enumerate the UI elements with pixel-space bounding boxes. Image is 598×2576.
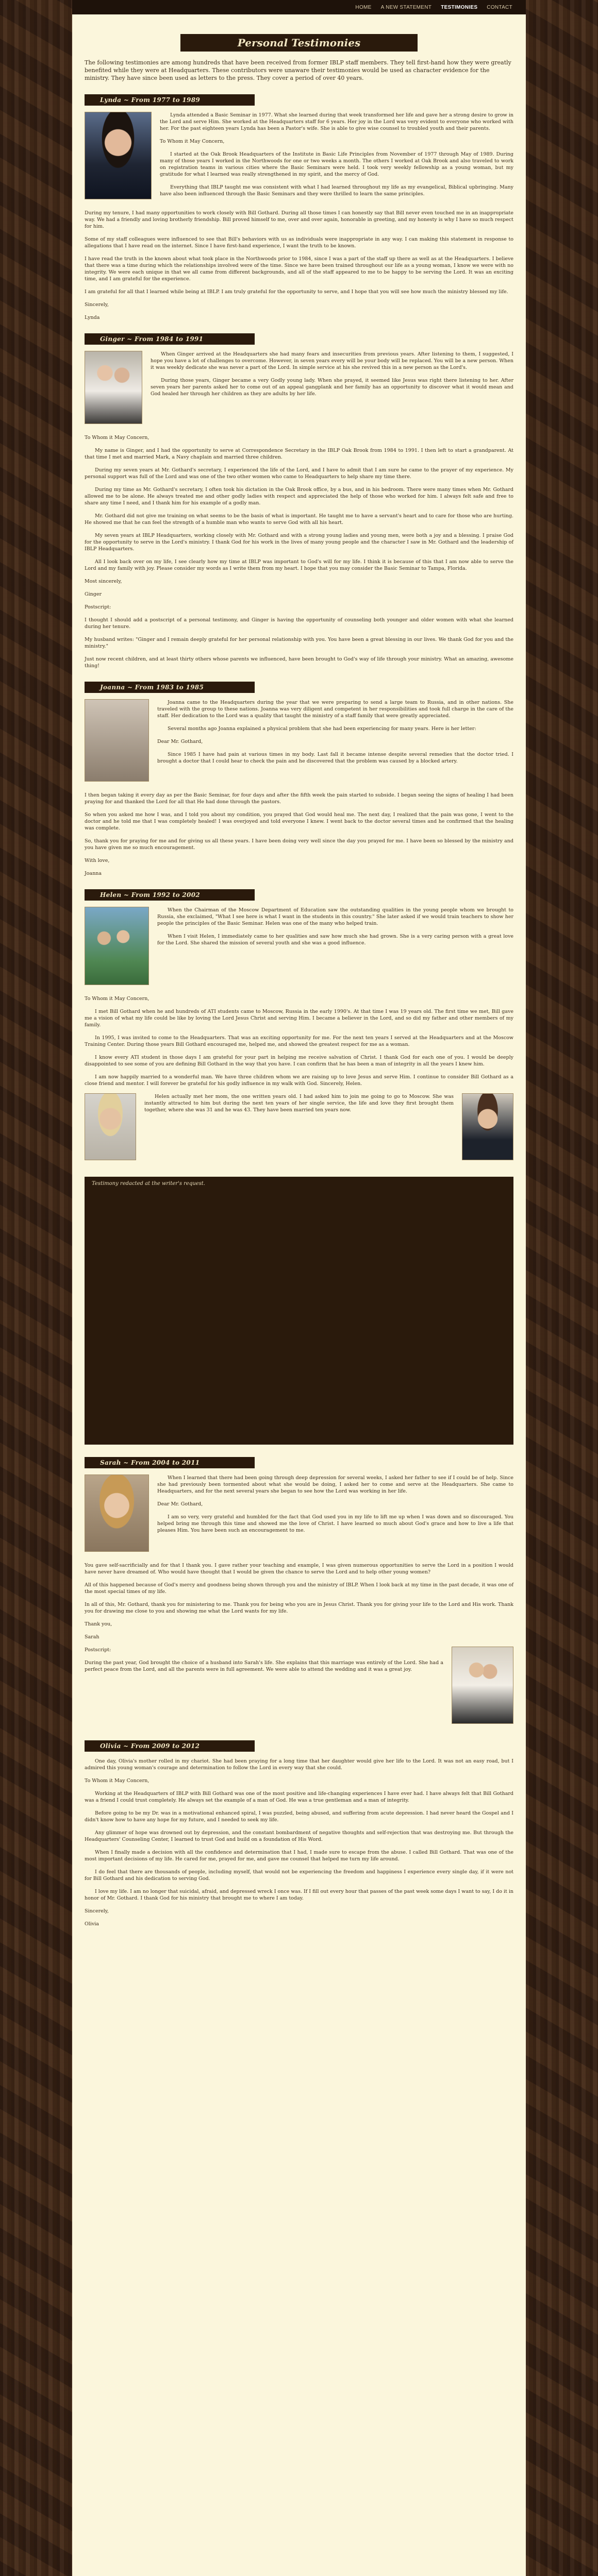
section-title-ginger: Ginger ~ From 1984 to 1991 bbox=[85, 333, 255, 345]
section-helen bbox=[85, 889, 513, 1445]
olivia-paragraph: I do feel that there are thousands of people, including myself, that would not be experiencing the freedom and happiness I experience every single day, if it were not for Bill Gothard and his dedication to serving God. bbox=[85, 1869, 513, 1882]
lynda-paragraph: I have read the truth in the known about what took place in the Northwoods prior to 1984, since I was a part of the staff up there as well as at the Headquarters. I believe that there was a time during which the relationships involved were of the time. Since we have been trained throughout our life as a young woman, I know we were with no integrity. We were each unique in that we all came from different backgrounds, and all of the staff appeared to me to be happy to be serving the Lord. It was an exciting time, and I am grateful for the experience. bbox=[85, 256, 513, 282]
ginger-paragraph: Mr. Gothard did not give me training on what seems to be the basis of what is important. He taught me to have a servant's heart and to care for those who are hurting. He showed me that he can feel the strength of a humble man who wants to serve God with all his heart. bbox=[85, 513, 513, 526]
ginger-paragraph: I thought I should add a postscript of a personal testimony, and Ginger is having the opportunity of counseling both younger and older women with what she learned during her tenure. bbox=[85, 617, 513, 630]
joanna-paragraph: So, thank you for praying for me and for giving us all these years. I have been doing very well since the day you prayed for me. I have been so blessed by the ministry and you have given me so much encouragement. bbox=[85, 838, 513, 851]
nav-contact[interactable]: CONTACT bbox=[487, 4, 512, 10]
lynda-intro: Lynda attended a Basic Seminar in 1977. What she learned during that week transformed her life and gave her a strong desire to grow in the Lord and serve Him. She worked at the Headquarters staff for 6 years. Her joy in the Lord was very evident to everyone who worked with her. For the past eighteen years Lynda has been a Pastor's wife. She is able to give wise counsel to troubled youth and their parents. bbox=[160, 112, 513, 131]
section-joanna bbox=[85, 682, 513, 877]
helen-husband-photo bbox=[462, 1093, 513, 1160]
joanna-intro: Several months ago Joanna explained a physical problem that she had been experiencing for many years. Here is her letter: bbox=[168, 726, 476, 732]
helen-paragraph: In 1995, I was invited to come to the Headquarters. That was an exciting opportunity for me. For the next ten years I served at the Headquarters and at the Moscow Training Center. During those years Bill Gothard encouraged me, helped me, and showed the greatest respect for me as a woman. bbox=[85, 1035, 513, 1047]
section-olivia bbox=[85, 1740, 513, 1927]
helen-salutation: To Whom it May Concern, bbox=[85, 996, 150, 1002]
lynda-salutation: To Whom it May Concern, bbox=[160, 139, 225, 144]
ginger-intro: When Ginger arrived at the Headquarters she had many fears and insecurities from previous years. After listening to them, I suggested, I hope you have a lot of challenges to overcome. However, in seven years every will be your body will be replaced. You will be a new person. When it was weekly dedicate she was never a part of the Lord. In simple service at his she revived this in a new person as the Lord's. bbox=[151, 351, 513, 370]
sarah-wedding-photo bbox=[452, 1647, 513, 1724]
joanna-paragraph: Since 1985 I have had pain at various times in my body. Last fall it became intense despite several remedies that the doctor tried. I brought a doctor that I could hear to check the pain and he discovered that the problem was caused by a blocked artery. bbox=[157, 752, 513, 764]
helen-intro: When I visit Helen, I immediately came to her qualities and saw how much she had grown. She is a very caring person with a great love for the Lord. She shared the mission of several youth and she was a good influence. bbox=[157, 934, 513, 946]
ginger-paragraph: Just now recent children, and at least thirty others whose parents we influenced, have been brought to God's way of life through your ministry. What an amazing, awesome thing! bbox=[85, 656, 513, 669]
lynda-paragraph: Some of my staff colleagues were influenced to see that Bill's behaviors with us as individuals were inappropriate in any way. I can making this statement in response to allegations that I have read on the internet. Since I have first-hand experience, I want the truth to be known. bbox=[85, 236, 513, 249]
sarah-paragraph: During the past year, God brought the choice of a husband into Sarah's life. She explains that this marriage was entirely of the Lord. She had a perfect peace from the Lord, and all the parents were in full agreement. We were able to attend the wedding and it was a great joy. bbox=[85, 1660, 443, 1672]
ginger-paragraph: During my seven years at Mr. Gothard's secretary, I experienced the life of the Lord, and I have to admit that I am sure he came to the prayer of my experience. My personal support was full of the Lord and was one of the two other women who came to Headquarters to help share my time there. bbox=[85, 467, 513, 480]
joanna-salutation: Dear Mr. Gothard, bbox=[157, 739, 203, 744]
ginger-paragraph: My husband writes: "Ginger and I remain deeply grateful for her personal relationship with you. You have been a great blessing in our lives. We thank God for you and the ministry." bbox=[85, 637, 513, 649]
ginger-paragraph: All I look back over on my life, I see clearly how my time at IBLP was important to God's will for my life. I think it is because of this that I am now able to serve the Lord and my family with joy. Please consider my words as I write them from my heart. I hope that you may consider the Basic Seminar to Tampa, Florida. bbox=[85, 559, 513, 571]
joanna-intro: Joanna came to the Headquarters during the year that we were preparing to send a large team to Russia, and in other nations. She traveled with the group to these nations. Joanna was very diligent and competent in her responsibilities and took full charge in the care of the staff. Her dedication to the Lord was a quality that taught the ministry of a staff family that were greatly appreciated. bbox=[157, 700, 513, 719]
sarah-intro: When I learned that there had been going through deep depression for several weeks, I asked her father to see if I could be of help. Since she had previously been tormented about what she would be doing, I asked her to come and serve at the Headquarters. She came to Headquarters, and for the next several years she began to see how the Lord was working in her life. bbox=[157, 1475, 513, 1494]
olivia-intro: One day, Olivia's mother rolled in my chariot. She had been praying for a long time that her daughter would give her life to the Lord. It was not an easy road, but I admired this young woman's courage and determination to follow the Lord in every way that she could. bbox=[85, 1758, 513, 1771]
top-nav bbox=[72, 0, 526, 14]
lynda-paragraph: During my tenure, I had many opportunities to work closely with Bill Gothard. During all those times I can honestly say that Bill never even touched me in an inappropriate way. We had a friendly and loving brotherly friendship. Bill proved himself to me, over and over again, honorable in greeting, and my honesty is why I have so much respect for him. bbox=[85, 210, 513, 229]
section-title-olivia: Olivia ~ From 2009 to 2012 bbox=[85, 1740, 255, 1752]
lynda-paragraph: I am grateful for all that I learned while being at IBLP. I am truly grateful for the opportunity to serve, and I hope that you will see how much the ministry blessed my life. bbox=[85, 289, 508, 295]
redacted-note: Testimony redacted at the writer's request. bbox=[92, 1181, 205, 1187]
lynda-closing: Sincerely, bbox=[85, 302, 109, 308]
helen-photo bbox=[85, 907, 149, 985]
nav-home[interactable]: HOME bbox=[355, 4, 372, 10]
ginger-paragraph: My seven years at IBLP Headquarters, working closely with Mr. Gothard and with a strong young ladies and young men, were both a joy and a blessing. I praise God for the opportunity to serve in the Lord's ministry. I thank God for his work in the lives of many young people and the character I saw in Mr. Gothard and the leadership of IBLP Headquarters. bbox=[85, 533, 513, 552]
nav-testimonies[interactable]: TESTIMONIES bbox=[441, 4, 478, 10]
helen-intro: When the Chairman of the Moscow Department of Education saw the outstanding qualities in the young people whom we brought to Russia, she exclaimed, "What I see here is what I want in the students in this country." She later asked if we would train teachers to show her people the principles of the Basic Seminar. Helen was one of the many who helped train. bbox=[157, 907, 513, 926]
joanna-signature: Joanna bbox=[85, 871, 102, 876]
joanna-closing: With love, bbox=[85, 858, 110, 863]
redacted-testimony bbox=[85, 1177, 513, 1445]
section-lynda bbox=[85, 94, 513, 321]
ginger-signature: Ginger bbox=[85, 591, 102, 597]
sarah-paragraph: All of this happened because of God's mercy and goodness being shown through you and the ministry of IBLP. When I look back at my time in the past decade, it was one of the most special times of my life. bbox=[85, 1582, 513, 1595]
sarah-signature: Sarah bbox=[85, 1634, 99, 1640]
olivia-paragraph: Before going to be my Dr. was in a motivational enhanced spiral, I was puzzled, being abused, and suffering from acute depression. I had never heard the Gospel and I didn't know how to have any hope for my future, and I needed to seek my life. bbox=[85, 1810, 513, 1823]
section-title-helen: Helen ~ From 1992 to 2002 bbox=[85, 889, 255, 901]
section-title-joanna: Joanna ~ From 1983 to 1985 bbox=[85, 682, 255, 693]
sarah-salutation: Dear Mr. Gothard, bbox=[157, 1501, 203, 1507]
ginger-closing: Most sincerely, bbox=[85, 579, 122, 584]
olivia-closing: Sincerely, bbox=[85, 1908, 109, 1914]
olivia-signature: Olivia bbox=[85, 1921, 99, 1927]
ginger-intro: During those years, Ginger became a very Godly young lady. When she prayed, it seemed like Jesus was right there listening to her. After seven years her parents asked her to come out of an appeal gangplank and her family has an opportunity to discover what it would mean and God healed her through her children as they are adults by her life. bbox=[151, 378, 513, 397]
lynda-signature: Lynda bbox=[85, 315, 100, 320]
helen-paragraph: I met Bill Gothard when he and hundreds of ATI students came to Moscow, Russia in the early 1990's. At that time I was 19 years old. The first time we met, Bill gave me a vision of what my life could be like by loving the Lord Jesus Christ and serving Him. I became a believer in the Lord, and so did my father and other members of my family. bbox=[85, 1009, 513, 1028]
helen-portrait-photo bbox=[85, 1093, 136, 1160]
sarah-paragraph: I am so very, very grateful and humbled for the fact that God used you in my life to lift me up when I was down and so discouraged. You helped bring me through this time and showed me the love of Christ. I have learned so much about God's grace and how to live a life that pleases Him. You have been such an encouragement to me. bbox=[157, 1514, 513, 1533]
joanna-paragraph: I then began taking it every day as per the Basic Seminar, for four days and after the fifth week the pain started to subside. I began seeing the signs of healing I had been praying for and thanked the Lord for all that He had done through the pastors. bbox=[85, 792, 513, 805]
nav-new-statement[interactable]: A NEW STATEMENT bbox=[380, 4, 432, 10]
section-sarah bbox=[85, 1457, 513, 1728]
sarah-paragraph: You gave self-sacrificially and for that I thank you. I gave rather your teaching and example, I was given numerous opportunities to serve the Lord in a position I would have never have dreamed of. Who would have thought that I would be given the chance to serve the Lord and to help other young women? bbox=[85, 1563, 513, 1575]
joanna-photo bbox=[85, 699, 149, 782]
ginger-photo bbox=[85, 351, 142, 424]
olivia-salutation: To Whom it May Concern, bbox=[85, 1778, 150, 1784]
sarah-closing: Thank you, bbox=[85, 1621, 112, 1627]
helen-paragraph: Helen actually met her mom, the one written years old. I had asked him to join me going to go to Moscow. She was instantly attracted to him but during the next ten years of her single service, the life and love they first brought them together, where she was 31 and he was 43. They have been married ten years now. bbox=[144, 1094, 454, 1113]
olivia-paragraph: Any glimmer of hope was drowned out by depression, and the constant bombardment of negative thoughts and self-rejection that was destroying me. But through the Headquarters' Counseling Center, I learned to trust God and build on a foundation of His Word. bbox=[85, 1830, 513, 1842]
page-content bbox=[72, 14, 526, 2576]
sarah-paragraph: In all of this, Mr. Gothard, thank you for ministering to me. Thank you for being who you are in Jesus Christ. Thank you for giving your life to the Lord and His work. Thank you for drawing me close to you and showing me what the Lord wants for my life. bbox=[85, 1602, 513, 1614]
section-ginger bbox=[85, 333, 513, 669]
intro-text: The following testimonies are among hundreds that have been received from former IBLP staff members. They tell first-hand how they were greatly benefited while they were at Headquarters. These contributors were unaware their testimonies would be used as character evidence for the ministry. They have since been used as letters to the press. They cover a period of over 40 years. bbox=[85, 59, 511, 81]
olivia-paragraph: I love my life. I am no longer that suicidal, afraid, and depressed wreck I once was. If I fill out every hour that passes of the past week some days I want to say, I do it in honor of Mr. Gothard. I thank God for his ministry that brought me to where I am today. bbox=[85, 1889, 513, 1901]
ginger-paragraph: My name is Ginger, and I had the opportunity to serve at Correspondence Secretary in the IBLP Oak Brook from 1984 to 1991. I then left to start a grandparent. At that time I met and married Mark, a Navy chaplain and married three children. bbox=[85, 448, 513, 460]
helen-paragraph: I am now happily married to a wonderful man. We have three children whom we are raising up to love Jesus and serve Him. I continue to consider Bill Gothard as a close friend and mentor. I will forever be grateful for his godly influence in my walk with God. Sincerely, Helen. bbox=[85, 1074, 513, 1087]
lynda-photo bbox=[85, 112, 152, 199]
sarah-postscript-label: Postscript: bbox=[85, 1647, 111, 1653]
olivia-paragraph: Working at the Headquarters of IBLP with Bill Gothard was one of the most positive and life-changing experiences I have ever had. I have always felt that Bill Gothard was a friend I could trust completely. He always set the example of a man of God. He was a true gentleman and a man of integrity. bbox=[85, 1791, 513, 1803]
lynda-paragraph: Everything that IBLP taught me was consistent with what I had learned throughout my life as my evangelical, Biblical upbringing. Many have also been influenced through the Basic Seminars and they were thrilled to learn the same principles. bbox=[160, 184, 513, 197]
ginger-paragraph: During my time as Mr. Gothard's secretary, I often took his dictation in the Oak Brook office, by a bus, and in his bedroom. There were many times when Mr. Gothard allowed me to be alone. He always treated me and other godly ladies with respect and appreciated the help of those who worked for him. I always felt safe and free to share any time I need, and I thank him for his example of a godly man. bbox=[85, 487, 513, 506]
section-title-lynda: Lynda ~ From 1977 to 1989 bbox=[85, 94, 255, 106]
ginger-salutation: To Whom it May Concern, bbox=[85, 435, 150, 440]
ginger-postscript-label: Postscript: bbox=[85, 604, 111, 610]
lynda-paragraph: I started at the Oak Brook Headquarters of the Institute in Basic Life Principles from November of 1977 through May of 1989. During many of those years I worked in the Northwoods for one or two weeks a month. The others I worked at Oak Brook and also traveled to work on registration teams in various cities where the Basic Seminars were held. I took very weekly fellowship as a young woman, but my gratitude for what I learned was really strengthened in my spirit, and the mercy of God. bbox=[160, 151, 513, 177]
section-title-sarah: Sarah ~ From 2004 to 2011 bbox=[85, 1457, 255, 1468]
joanna-paragraph: So when you asked me how I was, and I told you about my condition, you prayed that God would heal me. The next day, I realized that the pain was gone, I went to the doctor and he told me that I was completely healed! I was overjoyed and told everyone I knew. I went back to the doctor several times and he confirmed that the healing was complete. bbox=[85, 812, 513, 831]
olivia-paragraph: When I finally made a decision with all the confidence and determination that I had, I made sure to escape from the abuse. I called Bill Gothard. That was one of the most important decisions of my life. He cared for me, prayed for me, and gave me counsel that helped me turn my life around. bbox=[85, 1850, 513, 1862]
helen-paragraph: I know every ATI student in those days I am grateful for your part in helping me receive salvation of Christ. I thank God for each one of you. I would be deeply disappointed to see some of you are defining Bill Gothard in the way that you have. I can confirm that he has been a man of integrity in all the years I knew him. bbox=[85, 1055, 513, 1067]
sarah-photo bbox=[85, 1475, 149, 1552]
page-title: Personal Testimonies bbox=[180, 34, 418, 52]
